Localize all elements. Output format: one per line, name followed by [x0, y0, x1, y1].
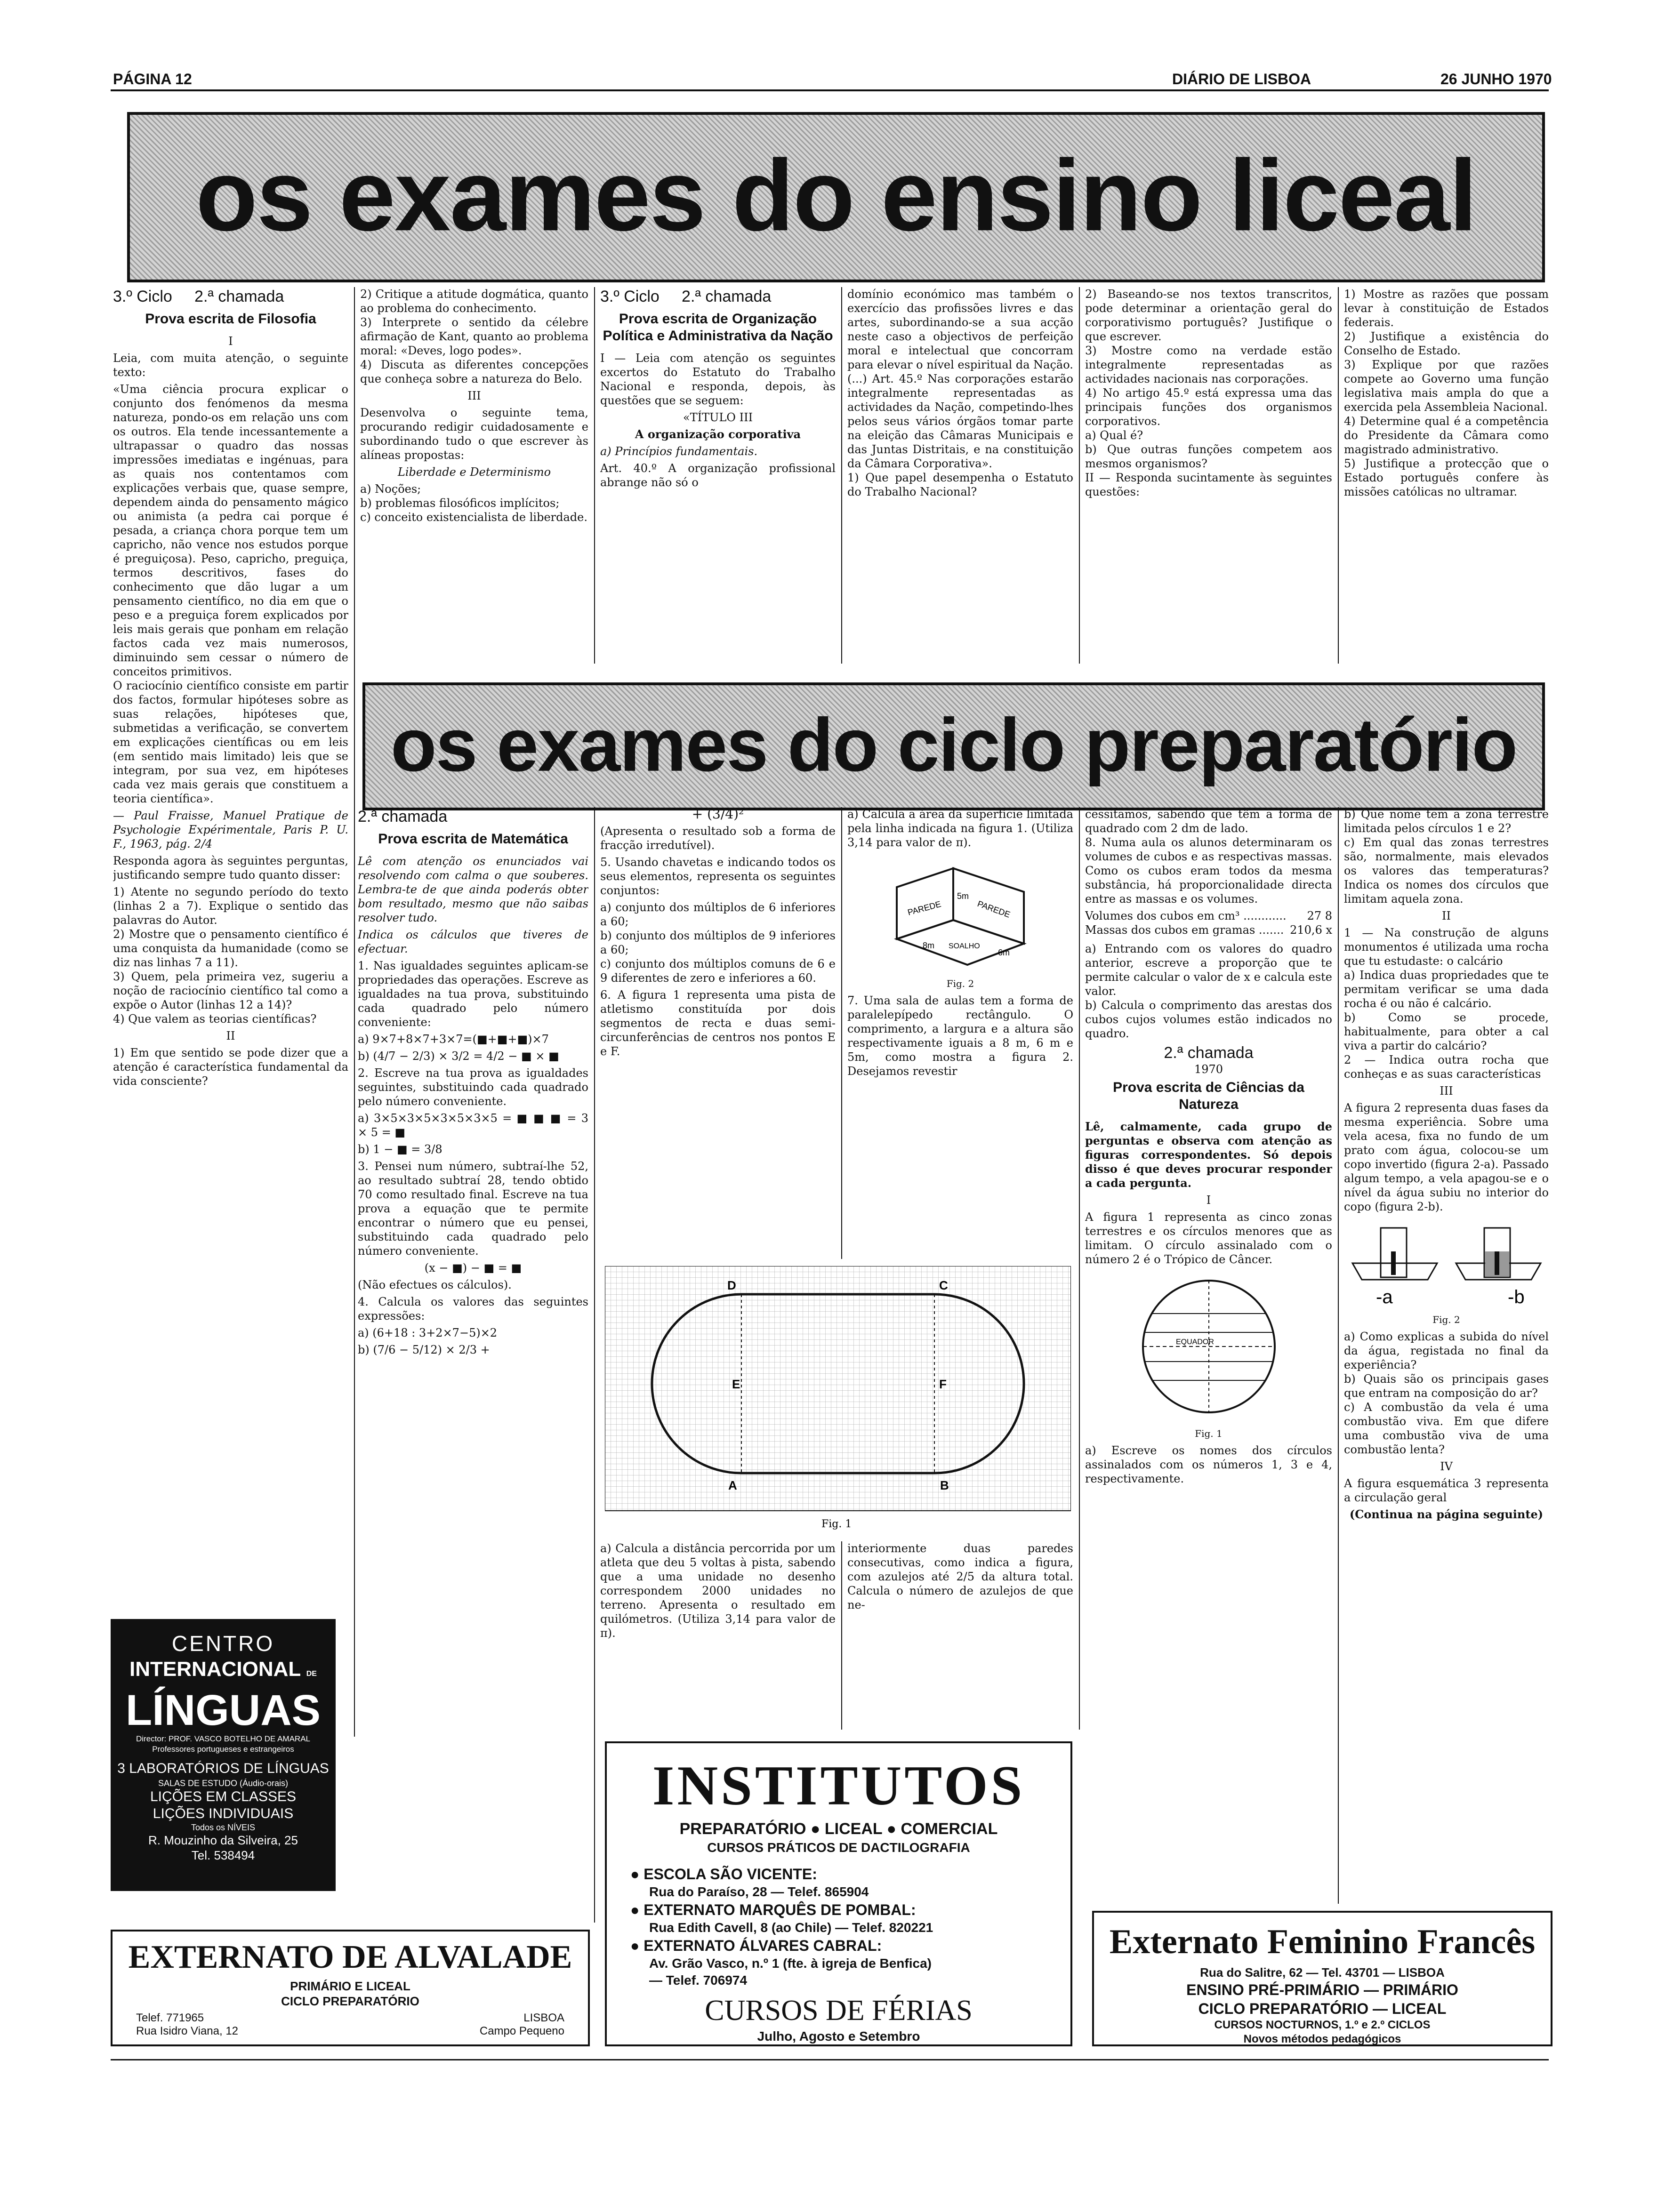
- filosofia-roman-3: III: [467, 389, 481, 402]
- candle-b: [1495, 1251, 1499, 1275]
- track-point-b: B: [940, 1478, 949, 1492]
- matematica-q6: 6. A figura 1 representa uma pista de atletismo constituída por dois segmentos de recta e duas semi-circunferências de centros nos pontos E e F.: [600, 988, 836, 1058]
- ad-institutos-school-3-addr: Av. Grão Vasco, n.º 1 (fte. à igreja de Benfica): [649, 1956, 932, 1971]
- ciencias-q4-intro: A figura esquemática 3 representa a circulação geral: [1344, 1477, 1549, 1504]
- ad-externato-feminino-frances: [1092, 1911, 1552, 2046]
- filosofia-cycle: 3.º Ciclo: [113, 288, 172, 305]
- ad-alvalade-line-1: PRIMÁRIO E LICEAL: [290, 1979, 410, 1993]
- room-label-parede-1: PAREDE: [906, 899, 942, 917]
- ad-centro-internacional-linguas: [111, 1619, 336, 1891]
- filosofia-theme-intro: Desenvolva o seguinte tema, procurando redigir cuidadosamente e subordinando tudo o que escrever às alíneas propostas:: [360, 406, 588, 462]
- banner-ciclo-preparatorio: [362, 682, 1545, 810]
- filosofia-theme-items: a) Noções; b) problemas filosóficos implícitos; c) conceito existencialista de liberdade.: [360, 482, 587, 524]
- candle-figure-caption: Fig. 2: [1432, 1314, 1460, 1325]
- banner-ciclo-preparatorio-text: os exames do ciclo preparatório: [390, 702, 1517, 787]
- matematica-q6a-distance: [600, 1541, 836, 1730]
- track-figure-caption: Fig. 1: [821, 1518, 852, 1530]
- candle-figure: [1348, 1218, 1545, 1308]
- opan-title: Prova escrita de Organização Política e Administrativa da Nação: [603, 311, 833, 344]
- room-label-soalho: SOALHO: [949, 942, 980, 950]
- globe-equator-label: EQUADOR: [1175, 1338, 1214, 1346]
- filosofia-roman-2: II: [226, 1029, 235, 1042]
- opan-art40: Art. 40.º A organização profissional abrange não só o: [600, 462, 836, 489]
- column-divider: [1338, 287, 1339, 664]
- ad-institutos-school-3: ● EXTERNATO ÁLVARES CABRAL:: [630, 1937, 882, 1954]
- ciencias-q1-intro: A figura 1 representa as cinco zonas terrestres e os círculos menores que as limitam. O círculo assinalado com o número 2 é o Trópico de Câncer.: [1085, 1210, 1332, 1266]
- opan-principles: a) Princípios fundamentais.: [600, 445, 758, 458]
- room-label-parede-2: PAREDE: [976, 898, 1012, 920]
- ciencias-q2: 1 — Na construção de alguns monumentos é utilizada uma rocha que tu estudaste: o calcário a) Indica duas propriedades que te permitam verificar se uma dada rocha é ou não é calcário. b) Como se procede, habitualmente, para obter a cal viva a partir do calcário? 2 — Indica outra rocha que conheças e as suas características: [1344, 926, 1549, 1081]
- column-divider: [594, 807, 595, 1923]
- ciencias-roman-4: IV: [1440, 1460, 1453, 1473]
- ad-institutos: [605, 1741, 1072, 2046]
- ciencias-column-1: [1085, 807, 1332, 1904]
- filosofia-intro: Leia, com muita atenção, o seguinte texto:: [113, 352, 348, 379]
- opan-column-3: [1085, 287, 1332, 664]
- matematica-q2a: a) 3×5×3×5×3×5×3×5 = ■ ■ ■ = 3 × 5 = ■: [358, 1112, 588, 1139]
- ad-frances-line-2: ENSINO PRÉ-PRIMÁRIO — PRIMÁRIO: [1186, 1981, 1458, 1998]
- ad-cil-address: R. Mouzinho da Silveira, 25: [148, 1833, 298, 1847]
- room-figure: [883, 854, 1038, 972]
- opan-column-4: [1344, 287, 1549, 664]
- ad-frances-name: Externato Feminino Francês: [1109, 1923, 1536, 1961]
- track-point-d: D: [727, 1278, 736, 1292]
- ciencias-call: 2.ª chamada: [1164, 1044, 1254, 1062]
- matematica-q1: 1. Nas igualdades seguintes aplicam-se propriedades das operações. Escreve as igualdades na tua prova, substituindo cada quadrado pelo número conveniente:: [358, 959, 588, 1029]
- page-number: PÁGINA 12: [113, 71, 192, 88]
- ciencias-year: 1970: [1194, 1063, 1223, 1076]
- header-rule: [111, 89, 1549, 91]
- track-figure: [605, 1266, 1071, 1534]
- table-volumes-values: 27 8: [1307, 909, 1332, 922]
- matematica-q8-items: a) Entrando com os valores do quadro anterior, escreve a proporção que te permite calcular o valor de x e calcula este valor. b) Calcula o comprimento das arestas dos cubos cujos volumes estão indicados no quadro.: [1085, 942, 1332, 1040]
- filosofia-source: — Paul Fraisse, Manuel Pratique de Psychologie Expérimentale, Paris P. U. F., 1963, pág. 2/4: [113, 809, 348, 850]
- matematica-power: + (3/4)²: [692, 807, 744, 822]
- matematica-q3-note: (Não efectues os cálculos).: [358, 1278, 512, 1291]
- filosofia-theme: Liberdade e Determinismo: [397, 465, 551, 479]
- ad-cil-individual: LIÇÕES INDIVIDUAIS: [153, 1806, 294, 1821]
- matematica-q2: 2. Escreve na tua prova as igualdades seguintes, substituindo cada quadrado pelo número conveniente.: [358, 1066, 588, 1108]
- room-dim-8m: 8m: [923, 941, 935, 950]
- matematica-intro: Lê com atenção os enunciados vai resolvendo com calma o que souberes. Lembra-te de que ainda poderás obter bom resultado, mesmo que não saibas resolver tudo.: [358, 855, 588, 924]
- filosofia-roman-1: I: [228, 335, 233, 348]
- matematica-irreducible: (Apresenta o resultado sob a forma de fracção irredutível).: [600, 825, 836, 852]
- room-dim-5m: 5m: [957, 891, 969, 901]
- globe-figure-caption: Fig. 1: [1195, 1428, 1223, 1439]
- ad-cil-line-1: CENTRO: [171, 1631, 275, 1656]
- matematica-q3-equation: (x − ■) − ■ = ■: [424, 1261, 522, 1274]
- ad-institutos-school-3-phone: — Telef. 706974: [649, 1973, 748, 1988]
- matematica-column-1: [358, 807, 588, 1923]
- track-point-c: C: [939, 1278, 948, 1292]
- matematica-q7: 7. Uma sala de aulas tem a forma de paralelepípedo rectângulo. O comprimento, a largura e a altura são respectivamente iguais a 8 m, 6 m e 5m, como mostra a figura 2. Desejamos revestir: [847, 994, 1073, 1078]
- ad-cil-line-2b: DE: [306, 1670, 317, 1678]
- candle-label-b: -b: [1507, 1287, 1525, 1307]
- matematica-call: 2.ª chamada: [358, 808, 448, 825]
- matematica-q7b: interiormente duas paredes consecutivas, como indica a figura, com azulejos até 2/5 da altura total. Calcula o número de azulejos de que ne-: [847, 1542, 1073, 1611]
- ciencias-q3-items: a) Como explicas a subida do nível da água, registada no final da experiência? b) Quais são os principais gases que entram na composição do ar? c) A combustão da vela é uma combustão viva. Em que difere uma combustão viva de uma combustão lenta?: [1344, 1330, 1549, 1456]
- ciencias-column-2: [1344, 807, 1549, 1904]
- continued-next-page: (Continua na página seguinte): [1349, 1507, 1544, 1521]
- filosofia-column-2: [360, 287, 588, 664]
- ad-institutos-name: INSTITUTOS: [652, 1754, 1025, 1817]
- filosofia-questions: 1) Atente no segundo período do texto (linhas 2 a 7). Explique o sentido das palavras do Autor. 2) Mostre que o pensamento científico é uma conquista da humanidade (como se diz nas linhas 7 a 11). 3) Quem, pela primeira vez, sugeriu a noção de raciocínio científico tal como a expõe o Autor (linhas 12 a 14)? 4) Que valem as teorias científicas?: [113, 885, 348, 1026]
- ad-alvalade-phone: Telef. 771965: [136, 2012, 204, 2024]
- filosofia-question-ii-1: 1) Em que sentido se pode dizer que a atenção é característica fundamental da vida consciente?: [113, 1046, 348, 1088]
- matematica-q6a: a) Calcula a área da superfície limitada pela linha indicada na figura 1. (Utiliza 3,14 para valor de π).: [847, 808, 1073, 849]
- ciencias-roman-1: I: [1206, 1194, 1211, 1207]
- ad-frances-line-3: CICLO PREPARATÓRIO — LICEAL: [1198, 2000, 1447, 2017]
- ad-cil-labs: 3 LABORATÓRIOS DE LÍNGUAS: [117, 1761, 329, 1776]
- matematica-q4: 4. Calcula os valores das seguintes expressões:: [358, 1295, 588, 1322]
- ad-frances-address: Rua do Salitre, 62 — Tel. 43701 — LISBOA: [1200, 1965, 1445, 1980]
- ciencias-q1a: a) Escreve os nomes dos círculos assinalados com os números 1, 3 e 4, respectivamente.: [1085, 1444, 1332, 1485]
- ad-institutos-line-1: PREPARATÓRIO ● LICEAL ● COMERCIAL: [679, 1820, 998, 1838]
- opan-cycle: 3.º Ciclo: [600, 288, 660, 305]
- opan-text-3: 2) Baseando-se nos textos transcritos, pode determinar a orientação geral do corporativismo português? Justifique o que escrever. 3) Mostre como na verdade estão integralmente representadas as actividades nacionais nas corporações. 4) No artigo 45.º está expressa uma das principais funções dos organismos corporativos. a) Qual é? b) Que outras funções competem aos mesmos organismos? II — Responda sucintamente às seguintes questões:: [1085, 288, 1332, 498]
- column-divider: [841, 1541, 842, 1730]
- ad-institutos-line-2: CURSOS PRÁTICOS DE DACTILOGRAFIA: [707, 1840, 970, 1855]
- matematica-q4a: a) (6+18 : 3+2×7−5)×2: [358, 1326, 498, 1339]
- matematica-q4b: b) (7/6 − 5/12) × 2/3 +: [358, 1343, 490, 1356]
- room-figure-caption: Fig. 2: [946, 978, 974, 989]
- ciencias-roman-3: III: [1440, 1084, 1453, 1098]
- ad-institutos-school-1-addr: Rua do Paraíso, 28 — Telef. 865904: [649, 1884, 869, 1899]
- candle-label-a: -a: [1375, 1287, 1393, 1307]
- matematica-column-3: [847, 807, 1073, 1259]
- opan-text-4: 1) Mostre as razões que possam levar à constituição de Estados federais. 2) Justifique a existência do Conselho de Estado. 3) Explique por que razões compete ao Governo uma função legislativa mais ampla do que a exercida pela Assembleia Nacional. 4) Determine qual é a competência do Presidente da Câmara como magistrado administrativo. 5) Justifique a protecção que o Estado português confere às missões católicas no ultramar.: [1344, 288, 1549, 498]
- ad-cil-rooms: SALAS DE ESTUDO (Áudio-orais): [158, 1779, 289, 1788]
- ad-cil-teachers: Professores portugueses e estrangeiros: [152, 1745, 294, 1754]
- matematica-q1a: a) 9×7+8×7+3×7=(■+■+■)×7: [358, 1033, 549, 1046]
- matematica-q5-items: a) conjunto dos múltiplos de 6 inferiores a 60; b) conjunto dos múltiplos de 9 inferiores a 60; c) conjunto dos múltiplos comuns de 6 e 9 diferentes de zero e inferiores a 60.: [600, 901, 836, 985]
- matematica-intro-2: Indica os cálculos que tiveres de efectuar.: [358, 928, 588, 955]
- opan-intro: I — Leia com atenção os seguintes excertos do Estatuto do Trabalho Nacional e responda, depois, às questões que se seguem:: [600, 352, 836, 407]
- ciencias-q1bc: b) Que nome tem a zona terrestre limitada pelos círculos 1 e 2? c) Em qual das zonas terrestres são, normalmente, mais elevados os valores das temperaturas? Indica os nomes dos círculos que limitam aquela zona.: [1344, 808, 1549, 906]
- ciencias-title: Prova escrita de Ciências da Natureza: [1113, 1080, 1304, 1112]
- banner-ensino-liceal: [127, 112, 1545, 282]
- ad-cil-line-3: LÍNGUAS: [126, 1686, 321, 1734]
- ad-cil-director: Director: PROF. VASCO BOTELHO DE AMARAL: [136, 1734, 310, 1743]
- column-divider: [841, 287, 842, 664]
- footer-rule: [111, 2059, 1549, 2060]
- opan-call: 2.ª chamada: [682, 288, 772, 305]
- ad-cil-classes: LIÇÕES EM CLASSES: [150, 1789, 297, 1804]
- column-divider: [841, 807, 842, 1259]
- track-point-f: F: [939, 1377, 947, 1391]
- matematica-title: Prova escrita de Matemática: [378, 831, 568, 847]
- matematica-column-2: [600, 807, 836, 1259]
- ad-cil-line-2: INTERNACIONAL: [129, 1658, 301, 1681]
- filosofia-questions-ii: 2) Critique a atitude dogmática, quanto ao problema do conhecimento. 3) Interprete o sentido da célebre afirmação de Kant, quanto ao problema moral: «Deves, logo podes». 4) Discuta as diferentes concepções que conheça sobre a natureza do Belo.: [360, 288, 588, 385]
- ciencias-roman-2: II: [1442, 909, 1451, 922]
- candle-a: [1391, 1251, 1396, 1275]
- ad-alvalade-name: EXTERNATO DE ALVALADE: [128, 1939, 572, 1975]
- matematica-q1b: b) (4/7 − 2/3) × 3/2 = 4/2 − ■ × ■: [358, 1050, 559, 1063]
- column-divider: [1079, 287, 1080, 664]
- ad-frances-line-4: CURSOS NOCTURNOS, 1.º e 2.º CICLOS: [1214, 2019, 1431, 2031]
- ad-externato-alvalade: [111, 1930, 590, 2046]
- ad-alvalade-address: Rua Isidro Viana, 12: [136, 2025, 239, 2037]
- filosofia-title: Prova escrita de Filosofia: [145, 311, 316, 327]
- matematica-q2b: b) 1 − ■ = 3/8: [358, 1143, 442, 1156]
- column-divider: [1079, 807, 1080, 1730]
- ad-cil-levels: Todos os NÍVEIS: [191, 1823, 256, 1832]
- ad-institutos-school-1: ● ESCOLA SÃO VICENTE:: [630, 1866, 817, 1883]
- opan-titulo: «TÍTULO III: [683, 411, 753, 424]
- table-massas-label: Massas dos cubos em gramas .......: [1085, 923, 1284, 937]
- ad-frances-line-5: Novos métodos pedagógicos: [1243, 2033, 1401, 2045]
- track-point-a: A: [728, 1478, 737, 1492]
- ciencias-intro: Lê, calmamente, cada grupo de perguntas e observa com atenção as figuras correspondentes. Só depois disso é que deves procurar responder a cada pergunta.: [1085, 1120, 1332, 1190]
- room-dim-6m: 6m: [998, 948, 1010, 957]
- ad-alvalade-city: LISBOA: [523, 2012, 564, 2024]
- ad-institutos-holidays: CURSOS DE FÉRIAS: [705, 1995, 973, 2027]
- matematica-q5: 5. Usando chavetas e indicando todos os seus elementos, representa os seguintes conjuntos:: [600, 856, 836, 897]
- column-divider: [594, 287, 595, 664]
- opan-column-2: [847, 287, 1073, 664]
- ad-cil-phone: Tel. 538494: [191, 1848, 255, 1862]
- filosofia-call: 2.ª chamada: [194, 288, 284, 305]
- matematica-q8: cessitamos, sabendo que têm a forma de quadrado com 2 dm de lado. 8. Numa aula os alunos determinaram os volumes de cubos e as respectivas massas. Como os cubos eram todos da mesma substância, há proporcionalidade directa entre as massas e os volumes.: [1085, 808, 1332, 906]
- ad-alvalade-line-2: CICLO PREPARATÓRIO: [281, 1994, 419, 2008]
- filosofia-column: [113, 287, 348, 1600]
- opan-text-2: domínio económico mas também o exercício das profissões livres e das artes, subordinando-se a sua acção neste caso a objectivos de perfeição moral e intelectual que concorram para elevar o nível espiritual da Nação. (...) Art. 45.º Nas corporações estarão integralmente representadas as actividades da Nação, competindo-lhes pelos seus vários órgãos tomar parte na eleição das Câmaras Municipais e das Juntas Distritais, e na constituição da Câmara Corporativa». 1) Que papel desempenha o Estatuto do Trabalho Nacional?: [847, 288, 1073, 498]
- filosofia-instructions: Responda agora às seguintes perguntas, justificando sempre tudo quanto disser:: [113, 854, 348, 882]
- ad-institutos-school-2: ● EXTERNATO MARQUÊS DE POMBAL:: [630, 1901, 916, 1918]
- matematica-q3: 3. Pensei num número, subtraí-lhe 52, ao resultado subtraí 28, tendo obtido 70 como resultado final. Escreve na tua prova a equação que te permite encontrar o número que eu pensei, substituindo cada quadrado pelo número conveniente.: [358, 1160, 588, 1258]
- banner-ensino-liceal-text: os exames do ensino liceal: [195, 138, 1477, 252]
- table-massas-values: 210,6 x: [1290, 923, 1332, 937]
- table-volumes-label: Volumes dos cubos em cm³ ............: [1085, 909, 1287, 922]
- filosofia-text: «Uma ciência procura explicar o conjunto dos fenómenos da mesma natureza, pondo-os em relação uns com os outros. Ela tende incessantemente a ultrapassar o quadro das nossas impressões imediatas e ingénuas, para as quais nos contentamos com explicações verbais que, quase sempre, dependem ainda do pensamento mágico ou animista (a pedra cai porque é pesada, a criança chora porque tem um capricho, não vence nos estudos porque é preguiçosa). Peso, capricho, preguiça, termos descritivos, fases do conhecimento que dão lugar a um pensamento científico, no dia em que o peso e a preguiça forem explicados por leis mais gerais que ponham em relação factos cada vez mais numerosos, diminuindo sem cessar o número de conceitos primitivos. O raciocínio científico consiste em partir dos factos, formular hipóteses sobre as suas relações, hipóteses que, submetidas a verificação, se convertem em explicações científicas ou em leis (em sentido mais limitado) leis que se integram, por sua vez, em hipóteses cada vez mais gerais que constituem a teoria científica».: [113, 383, 348, 805]
- ad-alvalade-area: Campo Pequeno: [479, 2025, 564, 2037]
- opan-column-1: [600, 287, 836, 664]
- ad-institutos-school-2-addr: Rua Edith Cavell, 8 (ao Chile) — Telef. 820221: [649, 1920, 933, 1935]
- opan-subtitle: A organização corporativa: [635, 427, 801, 441]
- column-divider: [1338, 807, 1339, 1904]
- column-divider: [354, 287, 355, 1737]
- matematica-q7-cont: [847, 1541, 1073, 1730]
- globe-figure: [1134, 1271, 1284, 1422]
- ciencias-q3-intro: A figura 2 representa duas fases da mesma experiência. Sobre uma vela acesa, fixa no fundo de um prato com água, colocou-se um copo invertido (figura 2-a). Passado algum tempo, a vela apagou-se e o nível da água subiu no interior do copo (figura 2-b).: [1344, 1101, 1549, 1213]
- issue-date: 26 JUNHO 1970: [1440, 71, 1552, 88]
- track-point-e: E: [732, 1377, 740, 1391]
- ad-institutos-months: Julho, Agosto e Setembro: [757, 2029, 920, 2044]
- newspaper-name: DIÁRIO DE LISBOA: [1172, 71, 1311, 88]
- matematica-q6b: a) Calcula a distância percorrida por um atleta que deu 5 voltas à pista, sabendo que a uma unidade no desenho correspondem 2000 unidades no terreno. Apresenta o resultado em quilómetros. (Utiliza 3,14 para valor de π).: [600, 1542, 836, 1640]
